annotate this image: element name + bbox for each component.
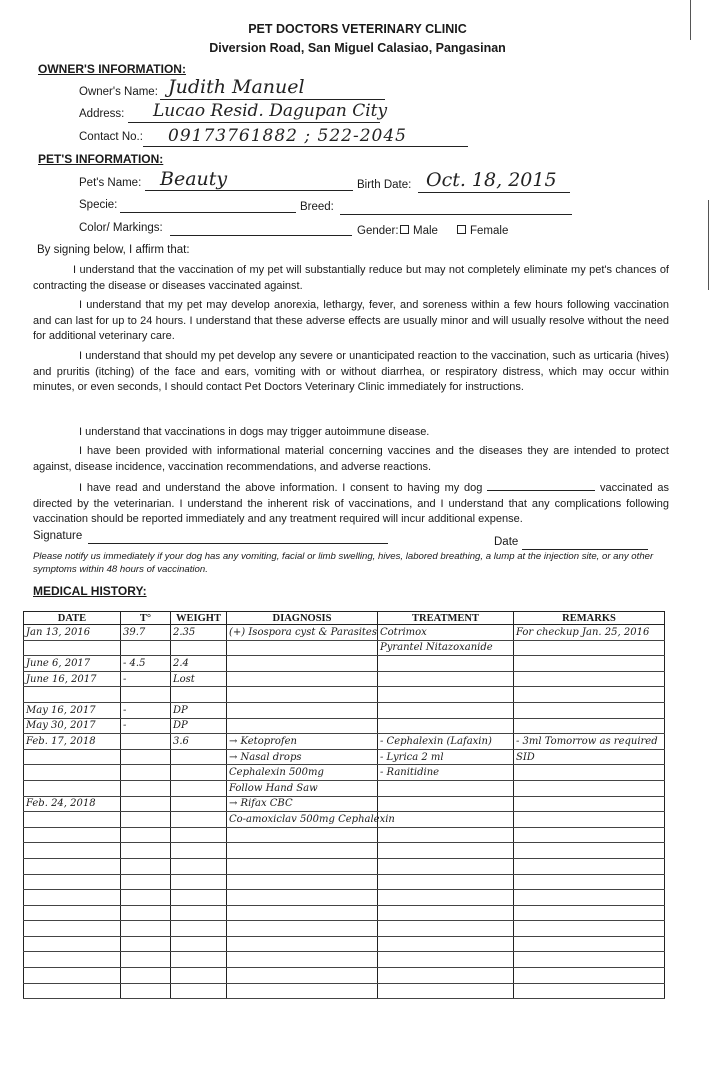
cell-diagnosis[interactable] xyxy=(227,656,378,672)
consent-paragraph-6 xyxy=(33,480,669,528)
cell-diagnosis[interactable] xyxy=(227,687,378,703)
cell-remarks[interactable] xyxy=(514,905,665,921)
consent-paragraph-1 xyxy=(33,263,669,294)
cell-remarks[interactable] xyxy=(514,858,665,874)
cell-temp[interactable] xyxy=(121,858,171,874)
cell-treatment[interactable] xyxy=(378,812,514,828)
cell-weight[interactable] xyxy=(171,905,227,921)
cell-date[interactable] xyxy=(24,874,121,890)
cell-weight[interactable] xyxy=(171,983,227,999)
cell-diagnosis[interactable] xyxy=(227,702,378,718)
owner-section-title: OWNER'S INFORMATION: xyxy=(38,62,186,76)
cell-treatment[interactable] xyxy=(378,874,514,890)
cell-treatment[interactable] xyxy=(378,890,514,906)
cell-temp[interactable] xyxy=(121,968,171,984)
table-row xyxy=(24,734,665,750)
consent-paragraph-2 xyxy=(33,298,669,345)
cell-diagnosis[interactable] xyxy=(227,952,378,968)
cell-treatment[interactable] xyxy=(378,983,514,999)
cell-treatment[interactable] xyxy=(378,702,514,718)
cell-date[interactable] xyxy=(24,921,121,937)
cell-date[interactable]: Jan 13, 2016 xyxy=(24,625,121,641)
cell-diagnosis[interactable] xyxy=(227,640,378,656)
cell-remarks[interactable] xyxy=(514,687,665,703)
cell-treatment[interactable]: Cotrimox xyxy=(378,625,514,641)
specie-line xyxy=(120,212,296,213)
cell-diagnosis[interactable] xyxy=(227,718,378,734)
table-row xyxy=(24,640,665,656)
consent-p5-text: I have been provided with informational material concerning vaccines and the diseases they are intended to protect against, disease incidence, vaccination recommendations, and adverse reactions. xyxy=(33,445,669,473)
cell-remarks[interactable] xyxy=(514,921,665,937)
cell-temp[interactable] xyxy=(121,812,171,828)
cell-date[interactable] xyxy=(24,858,121,874)
table-row xyxy=(24,749,665,765)
cell-temp[interactable] xyxy=(121,640,171,656)
consent-paragraph-3 xyxy=(33,349,669,396)
owner-name-line xyxy=(160,99,385,100)
column-header-weight: WEIGHT xyxy=(171,612,227,625)
cell-date[interactable] xyxy=(24,812,121,828)
table-row xyxy=(24,718,665,734)
medical-table-header xyxy=(24,612,665,625)
gender-label: Gender: xyxy=(357,225,399,237)
cell-treatment[interactable]: - Lyrica 2 ml xyxy=(378,749,514,765)
cell-diagnosis[interactable]: Follow Hand Saw xyxy=(227,780,378,796)
cell-date[interactable] xyxy=(24,905,121,921)
cell-weight[interactable] xyxy=(171,796,227,812)
cell-remarks[interactable] xyxy=(514,827,665,843)
signature-label: Signature xyxy=(33,530,83,542)
cell-date[interactable]: June 6, 2017 xyxy=(24,656,121,672)
cell-remarks[interactable] xyxy=(514,952,665,968)
cell-remarks[interactable] xyxy=(514,843,665,859)
consent-p6c-text: as directed by the veterinarian. I understand the inherent risk of vaccinations, and I understand that any complications following vaccination should be reported immediately and any treatment required will incur additional expense. xyxy=(33,482,670,525)
cell-temp[interactable] xyxy=(121,827,171,843)
cell-temp[interactable] xyxy=(121,734,171,750)
cell-weight[interactable] xyxy=(171,874,227,890)
cell-date[interactable]: May 16, 2017 xyxy=(24,702,121,718)
cell-date[interactable] xyxy=(24,843,121,859)
cell-remarks[interactable] xyxy=(514,968,665,984)
consent-paragraph-4 xyxy=(33,425,669,441)
table-row xyxy=(24,765,665,781)
table-row xyxy=(24,671,665,687)
cell-date[interactable] xyxy=(24,765,121,781)
table-row xyxy=(24,936,665,952)
table-row xyxy=(24,890,665,906)
cell-date[interactable] xyxy=(24,687,121,703)
cell-date[interactable]: Feb. 24, 2018 xyxy=(24,796,121,812)
cell-diagnosis[interactable] xyxy=(227,858,378,874)
birth-date-line xyxy=(418,192,570,193)
cell-weight[interactable]: 2.35 xyxy=(171,625,227,641)
cell-temp[interactable] xyxy=(121,952,171,968)
consent-paragraph-5 xyxy=(33,444,669,475)
cell-temp[interactable] xyxy=(121,905,171,921)
cell-diagnosis[interactable] xyxy=(227,827,378,843)
cell-diagnosis[interactable] xyxy=(227,921,378,937)
cell-date[interactable] xyxy=(24,827,121,843)
pet-name-value[interactable]: Beauty xyxy=(160,168,228,190)
table-row xyxy=(24,843,665,859)
table-row xyxy=(24,812,665,828)
cell-treatment[interactable] xyxy=(378,796,514,812)
cell-weight[interactable] xyxy=(171,952,227,968)
table-row xyxy=(24,656,665,672)
cell-date[interactable] xyxy=(24,936,121,952)
cell-diagnosis[interactable] xyxy=(227,936,378,952)
cell-weight[interactable] xyxy=(171,780,227,796)
cell-date[interactable] xyxy=(24,952,121,968)
table-row xyxy=(24,921,665,937)
cell-treatment[interactable] xyxy=(378,780,514,796)
cell-weight[interactable] xyxy=(171,890,227,906)
cell-remarks[interactable]: - 3ml Tomorrow as required xyxy=(514,734,665,750)
column-header-remarks: REMARKS xyxy=(514,612,665,625)
cell-treatment[interactable] xyxy=(378,905,514,921)
cell-diagnosis[interactable] xyxy=(227,905,378,921)
notice-text: Please notify us immediately if your dog has any vomiting, facial or limb swelling, hives, labored breathing, a lump at the injection site, or any other symptoms within 48 hours of vaccination. xyxy=(33,551,654,575)
cell-date[interactable]: Feb. 17, 2018 xyxy=(24,734,121,750)
breed-line xyxy=(340,214,572,215)
cell-diagnosis[interactable] xyxy=(227,874,378,890)
cell-date[interactable] xyxy=(24,890,121,906)
cell-remarks[interactable] xyxy=(514,640,665,656)
cell-date[interactable] xyxy=(24,983,121,999)
consent-p1-text: I understand that the vaccination of my pet will substantially reduce but may not completely eliminate my pet's chances of contracting the disease or diseases vaccinated against. xyxy=(33,264,669,292)
male-label: Male xyxy=(413,225,438,237)
pet-section-title: PET'S INFORMATION: xyxy=(38,152,164,166)
cell-treatment[interactable] xyxy=(378,687,514,703)
birth-date-label: Birth Date: xyxy=(357,179,412,191)
color-markings-line xyxy=(170,235,352,236)
owner-address-label: Address: xyxy=(79,108,125,120)
cell-temp[interactable]: - xyxy=(121,671,171,687)
cell-remarks[interactable] xyxy=(514,874,665,890)
color-markings-label: Color/ Markings: xyxy=(79,222,163,234)
table-row xyxy=(24,905,665,921)
cell-diagnosis[interactable]: → Rifax CBC xyxy=(227,796,378,812)
cell-remarks[interactable] xyxy=(514,812,665,828)
table-row xyxy=(24,625,665,641)
female-checkbox[interactable] xyxy=(457,225,466,234)
breed-label: Breed: xyxy=(300,201,334,213)
cell-temp[interactable] xyxy=(121,921,171,937)
cell-treatment[interactable] xyxy=(378,843,514,859)
cell-treatment[interactable] xyxy=(378,656,514,672)
cell-remarks[interactable] xyxy=(514,936,665,952)
medical-history-table xyxy=(23,611,665,999)
owner-name-label: Owner's Name: xyxy=(79,86,158,98)
cell-weight[interactable] xyxy=(171,687,227,703)
cell-diagnosis[interactable]: → Nasal drops xyxy=(227,749,378,765)
cell-remarks[interactable] xyxy=(514,671,665,687)
cell-treatment[interactable]: - Ranitidine xyxy=(378,765,514,781)
cell-date[interactable] xyxy=(24,780,121,796)
contact-label: Contact No.: xyxy=(79,131,143,143)
column-header-diagnosis: DIAGNOSIS xyxy=(227,612,378,625)
birth-date-value[interactable]: Oct. 18, 2015 xyxy=(426,169,557,191)
cell-treatment[interactable] xyxy=(378,952,514,968)
cell-temp[interactable] xyxy=(121,843,171,859)
table-row xyxy=(24,780,665,796)
cell-remarks[interactable] xyxy=(514,656,665,672)
specie-label: Specie: xyxy=(79,199,118,211)
cell-weight[interactable]: DP xyxy=(171,702,227,718)
cell-date[interactable]: May 30, 2017 xyxy=(24,718,121,734)
cell-temp[interactable] xyxy=(121,890,171,906)
cell-temp[interactable]: - xyxy=(121,718,171,734)
cell-remarks[interactable]: SID xyxy=(514,749,665,765)
table-row xyxy=(24,968,665,984)
owner-address-line xyxy=(128,122,380,123)
cell-treatment[interactable] xyxy=(378,968,514,984)
table-row xyxy=(24,952,665,968)
consent-p6a-text: I have read and understand the above information. I consent to having my dog xyxy=(79,482,483,494)
female-label: Female xyxy=(470,225,509,237)
contact-value[interactable]: 09173761882 ; 522-2045 xyxy=(168,126,407,146)
cell-remarks[interactable] xyxy=(514,780,665,796)
cell-treatment[interactable] xyxy=(378,858,514,874)
cell-temp[interactable] xyxy=(121,765,171,781)
column-header-temp: T° xyxy=(121,612,171,625)
contact-line xyxy=(143,146,468,147)
cell-weight[interactable] xyxy=(171,936,227,952)
consent-p4-text: I understand that vaccinations in dogs may trigger autoimmune disease. xyxy=(79,426,430,438)
pet-name-label: Pet's Name: xyxy=(79,177,142,189)
table-row xyxy=(24,827,665,843)
scan-edge-right-lower xyxy=(708,200,709,290)
owner-address-value[interactable]: Lucao Resid. Dagupan City xyxy=(153,101,388,121)
cell-weight[interactable] xyxy=(171,812,227,828)
cell-diagnosis[interactable]: → Ketoprofen xyxy=(227,734,378,750)
medical-table-body xyxy=(24,625,665,999)
male-checkbox[interactable] xyxy=(400,225,409,234)
table-row xyxy=(24,858,665,874)
cell-temp[interactable] xyxy=(121,796,171,812)
cell-diagnosis[interactable] xyxy=(227,983,378,999)
cell-temp[interactable] xyxy=(121,874,171,890)
cell-temp[interactable]: - 4.5 xyxy=(121,656,171,672)
medical-history-title: MEDICAL HISTORY: xyxy=(33,584,147,598)
table-row xyxy=(24,796,665,812)
cell-remarks[interactable] xyxy=(514,702,665,718)
column-header-treatment: TREATMENT xyxy=(378,612,514,625)
cell-weight[interactable]: Lost xyxy=(171,671,227,687)
cell-weight[interactable]: 3.6 xyxy=(171,734,227,750)
cell-treatment[interactable] xyxy=(378,718,514,734)
pet-name-line xyxy=(145,190,353,191)
table-row xyxy=(24,983,665,999)
table-row xyxy=(24,687,665,703)
cell-treatment[interactable]: - Cephalexin (Lafaxin) xyxy=(378,734,514,750)
date-label: Date xyxy=(494,536,519,548)
cell-date[interactable] xyxy=(24,640,121,656)
consent-p3-text: I understand that should my pet develop any severe or unanticipated reaction to the vaccination, such as urticaria (hives) and pruritis (itching) of the face and ears, vomiting with or without diarrhea, or respiratory distress, which may occur within minutes, or even seconds, I should contact Pet Doctors Veterinary Clinic immediately for instructions. xyxy=(33,350,669,393)
cell-temp[interactable]: - xyxy=(121,702,171,718)
cell-diagnosis[interactable] xyxy=(227,671,378,687)
cell-temp[interactable] xyxy=(121,780,171,796)
table-row xyxy=(24,702,665,718)
cell-weight[interactable] xyxy=(171,921,227,937)
owner-name-value[interactable]: Judith Manuel xyxy=(168,76,305,98)
cell-remarks[interactable] xyxy=(514,796,665,812)
cell-diagnosis[interactable] xyxy=(227,968,378,984)
cell-weight[interactable]: DP xyxy=(171,718,227,734)
cell-weight[interactable] xyxy=(171,640,227,656)
cell-date[interactable]: June 16, 2017 xyxy=(24,671,121,687)
cell-remarks[interactable] xyxy=(514,718,665,734)
cell-weight[interactable] xyxy=(171,858,227,874)
consent-p2-text: I understand that my pet may develop anorexia, lethargy, fever, and soreness within a few hours following vaccination and can last for up to 24 hours. I understand that these adverse effects are usually minor and will usually resolve without the need for additional veterinary care. xyxy=(33,299,669,342)
cell-diagnosis[interactable] xyxy=(227,843,378,859)
cell-temp[interactable]: 39.7 xyxy=(121,625,171,641)
cell-remarks[interactable] xyxy=(514,765,665,781)
column-header-date: DATE xyxy=(24,612,121,625)
cell-treatment[interactable] xyxy=(378,827,514,843)
cell-diagnosis[interactable]: (+) Isospora cyst & Parasites xyxy=(227,625,378,641)
clinic-name: PET DOCTORS VETERINARY CLINIC xyxy=(248,22,467,36)
cell-weight[interactable] xyxy=(171,968,227,984)
cell-remarks[interactable] xyxy=(514,983,665,999)
cell-remarks[interactable]: For checkup Jan. 25, 2016 xyxy=(514,625,665,641)
cell-temp[interactable] xyxy=(121,749,171,765)
signature-line[interactable] xyxy=(88,543,388,544)
cell-date[interactable] xyxy=(24,749,121,765)
cell-treatment[interactable] xyxy=(378,936,514,952)
cell-treatment[interactable]: Pyrantel Nitazoxanide xyxy=(378,640,514,656)
cell-date[interactable] xyxy=(24,968,121,984)
consent-p6b-text: vaccinated xyxy=(600,482,653,494)
cell-temp[interactable] xyxy=(121,983,171,999)
dog-vaccine-blank[interactable] xyxy=(487,480,595,491)
table-row xyxy=(24,874,665,890)
cell-temp[interactable] xyxy=(121,687,171,703)
cell-weight[interactable]: 2.4 xyxy=(171,656,227,672)
cell-temp[interactable] xyxy=(121,936,171,952)
cell-remarks[interactable] xyxy=(514,890,665,906)
cell-weight[interactable] xyxy=(171,749,227,765)
cell-diagnosis[interactable]: Co-amoxiclav 500mg Cephalexin xyxy=(227,812,378,828)
cell-diagnosis[interactable]: Cephalexin 500mg xyxy=(227,765,378,781)
clinic-address: Diversion Road, San Miguel Calasiao, Pangasinan xyxy=(209,41,506,55)
cell-weight[interactable] xyxy=(171,843,227,859)
cell-treatment[interactable] xyxy=(378,921,514,937)
cell-weight[interactable] xyxy=(171,827,227,843)
cell-weight[interactable] xyxy=(171,765,227,781)
cell-treatment[interactable] xyxy=(378,671,514,687)
consent-intro: By signing below, I affirm that: xyxy=(37,244,190,256)
cell-diagnosis[interactable] xyxy=(227,890,378,906)
